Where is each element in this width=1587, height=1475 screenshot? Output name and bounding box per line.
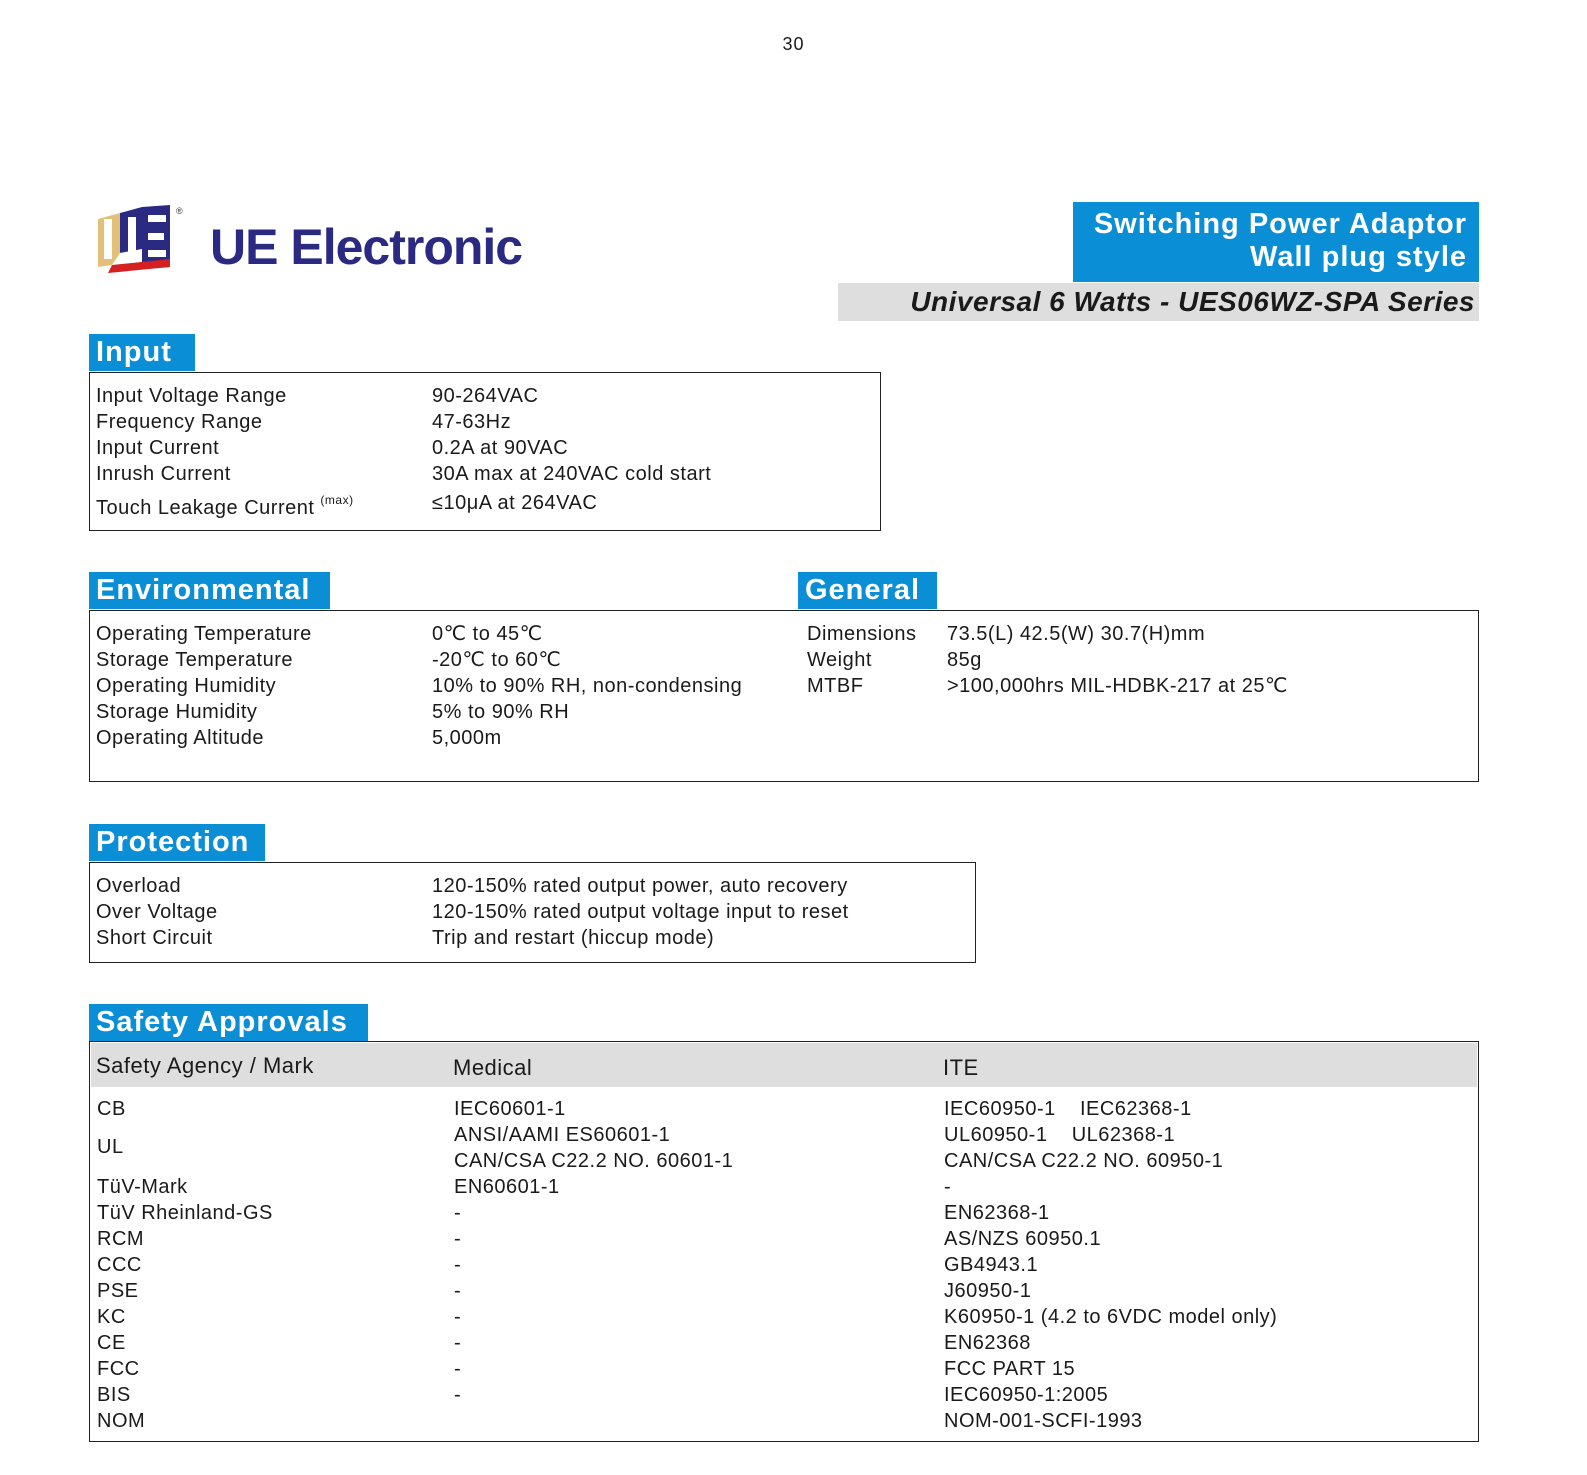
spec-label: Dimensions (807, 623, 917, 645)
protection-section (89, 862, 976, 963)
product-title-box (1073, 202, 1479, 282)
input-heading: Input (89, 334, 195, 371)
agency-cell: BIS (97, 1384, 131, 1406)
medical-cell: - (454, 1254, 462, 1276)
spec-label: Operating Humidity (96, 675, 277, 697)
environmental-heading: Environmental (89, 572, 330, 609)
spec-value: 0℃ to 45℃ (432, 623, 543, 645)
agency-cell: FCC (97, 1358, 140, 1380)
ite-cell: GB4943.1 (944, 1254, 1039, 1276)
safety-table-body (97, 1096, 1467, 1436)
spec-label-text: Touch Leakage Current (96, 497, 315, 519)
medical-cell: - (454, 1358, 462, 1380)
ite-cell: EN62368 (944, 1332, 1031, 1354)
ite-cell: UL60950-1 UL62368-1 (944, 1124, 1176, 1146)
spec-value: 47-63Hz (432, 411, 512, 433)
spec-label: Inrush Current (96, 463, 231, 485)
spec-value: 0.2A at 90VAC (432, 437, 569, 459)
spec-value: 30A max at 240VAC cold start (432, 463, 712, 485)
spec-value: >100,000hrs MIL-HDBK-217 at 25℃ (947, 675, 1288, 697)
page-number: 30 (782, 34, 805, 54)
spec-label: Short Circuit (96, 927, 213, 949)
spec-label: MTBF (807, 675, 864, 697)
spec-label: Operating Temperature (96, 623, 312, 645)
agency-cell: TüV Rheinland-GS (97, 1202, 273, 1224)
spec-value: 73.5(L) 42.5(W) 30.7(H)mm (947, 623, 1206, 645)
medical-cell: ANSI/AAMI ES60601-1 (454, 1124, 671, 1146)
spec-value: 5,000m (432, 727, 502, 749)
agency-cell: RCM (97, 1228, 145, 1250)
product-title-line2: Wall plug style (1250, 241, 1467, 273)
safety-table-header (91, 1043, 1477, 1087)
spec-value: Trip and restart (hiccup mode) (432, 927, 715, 949)
spec-value: 10% to 90% RH, non-condensing (432, 675, 743, 697)
agency-cell: CCC (97, 1254, 142, 1276)
ue-logo-icon (98, 205, 188, 275)
spec-value: 90-264VAC (432, 385, 539, 407)
spec-label: Over Voltage (96, 901, 218, 923)
ite-cell: NOM-001-SCFI-1993 (944, 1410, 1143, 1432)
medical-cell-line2: CAN/CSA C22.2 NO. 60601-1 (454, 1150, 734, 1172)
spec-label: Storage Humidity (96, 701, 258, 723)
medical-cell: - (454, 1384, 462, 1406)
agency-cell: CB (97, 1098, 126, 1120)
medical-cell: - (454, 1306, 462, 1328)
spec-label: Operating Altitude (96, 727, 264, 749)
ite-cell: J60950-1 (944, 1280, 1032, 1302)
spec-value: 5% to 90% RH (432, 701, 570, 723)
protection-heading: Protection (89, 824, 265, 861)
ite-cell: IEC60950-1:2005 (944, 1384, 1109, 1406)
general-heading: General (798, 572, 937, 609)
safety-heading: Safety Approvals (89, 1004, 368, 1041)
agency-cell: PSE (97, 1280, 139, 1302)
spec-label (96, 487, 354, 521)
medical-cell: - (454, 1202, 462, 1224)
medical-cell: - (454, 1228, 462, 1250)
medical-cell: EN60601-1 (454, 1176, 560, 1198)
agency-cell: TüV-Mark (97, 1176, 188, 1198)
environmental-general-section (89, 610, 1479, 782)
spec-label: Input Voltage Range (96, 385, 287, 407)
spec-label: Storage Temperature (96, 649, 294, 671)
column-header-ite: ITE (943, 1055, 979, 1080)
medical-cell: - (454, 1332, 462, 1354)
spec-value: ≤10μA at 264VAC (432, 492, 598, 514)
ite-cell: AS/NZS 60950.1 (944, 1228, 1102, 1250)
ite-cell: K60950-1 (4.2 to 6VDC model only) (944, 1306, 1278, 1328)
spec-value: 120-150% rated output voltage input to reset (432, 901, 849, 923)
registered-mark: ® (176, 206, 183, 216)
spec-label: Frequency Range (96, 411, 263, 433)
product-title-line1: Switching Power Adaptor (1093, 208, 1467, 240)
spec-label: Input Current (96, 437, 220, 459)
series-title: Universal 6 Watts - UES06WZ-SPA Series (838, 283, 1479, 321)
agency-cell: NOM (97, 1410, 146, 1432)
spec-label: Overload (96, 875, 182, 897)
spec-value: 85g (947, 649, 982, 671)
column-header-agency: Safety Agency / Mark (96, 1053, 314, 1078)
ite-cell: - (944, 1176, 952, 1198)
medical-cell: IEC60601-1 (454, 1098, 566, 1120)
column-header-medical: Medical (453, 1055, 533, 1080)
ite-cell: EN62368-1 (944, 1202, 1050, 1224)
input-section (89, 372, 881, 531)
ite-cell: IEC60950-1 IEC62368-1 (944, 1098, 1192, 1120)
agency-cell: CE (97, 1332, 126, 1354)
ite-cell-line2: CAN/CSA C22.2 NO. 60950-1 (944, 1150, 1224, 1172)
spec-label-superscript: (max) (320, 493, 354, 507)
medical-cell: - (454, 1280, 462, 1302)
agency-cell: KC (97, 1306, 126, 1328)
spec-value: -20℃ to 60℃ (432, 649, 562, 671)
ite-cell: FCC PART 15 (944, 1358, 1076, 1380)
brand-name: UE Electronic (210, 219, 523, 275)
agency-cell: UL (97, 1136, 124, 1158)
spec-value: 120-150% rated output power, auto recovery (432, 875, 848, 897)
spec-label: Weight (807, 649, 872, 671)
